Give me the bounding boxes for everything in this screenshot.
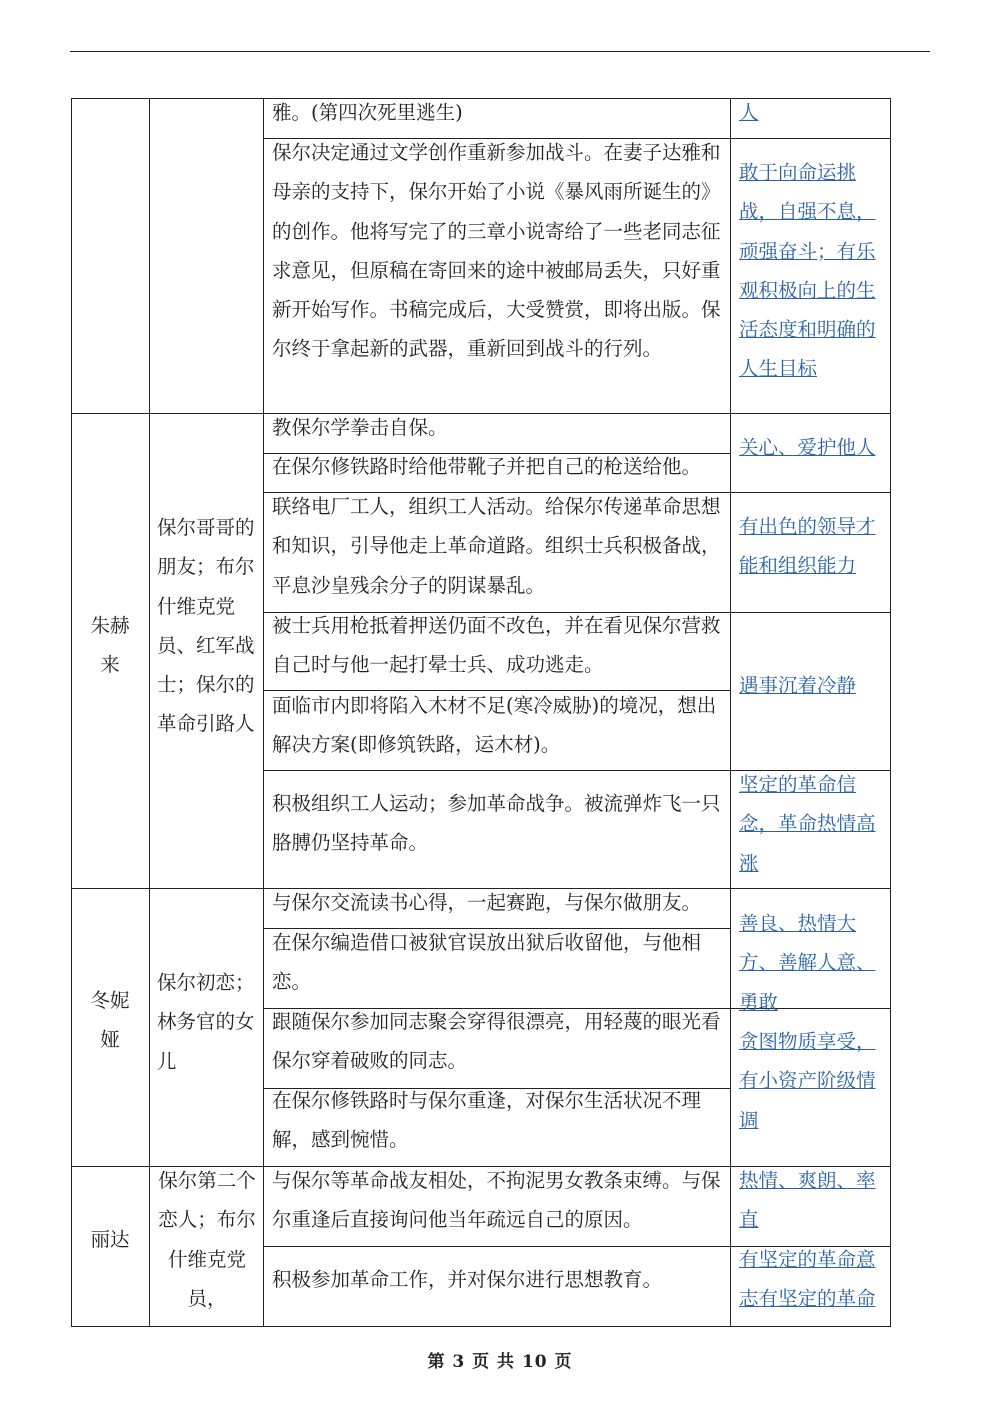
- table-border: [263, 98, 264, 1326]
- event-cell: 雅。(第四次死里逃生): [272, 101, 463, 124]
- trait-link[interactable]: 热情、爽朗、率直: [739, 1169, 876, 1232]
- character-identity: 保尔哥哥的朋友；布尔什维克党员、红军战士；保尔的革命引路人: [157, 516, 255, 736]
- event-cell: 跟随保尔参加同志聚会穿得很漂亮，用轻蔑的眼光看保尔穿着破败的同志。: [272, 1010, 721, 1073]
- page-number: 第 3 页 共 10 页: [427, 1352, 573, 1372]
- event-cell: 联络电厂工人，组织工人活动。给保尔传递革命思想和知识，引导他走上革命道路。组织士兵积极备战，平息沙皇残余分子的阴谋暴乱。: [272, 495, 721, 597]
- trait-link[interactable]: 善良、热情大方、善解人意、勇敢: [739, 912, 876, 1014]
- event-cell: 面临市内即将陷入木材不足(寒冷威胁)的境况，想出解决方案(即修筑铁路，运木材)。: [272, 694, 717, 757]
- trait-link[interactable]: 有出色的领导才能和组织能力: [739, 515, 876, 578]
- character-identity: 保尔第二个恋人；布尔什维克党员，: [158, 1169, 256, 1310]
- event-cell: 积极参加革命工作，并对保尔进行思想教育。: [272, 1268, 663, 1291]
- trait-link[interactable]: 遇事沉着冷静: [739, 674, 857, 697]
- table-border: [71, 1326, 891, 1327]
- event-cell: 被士兵用枪抵着押送仍面不改色，并在看见保尔营救自己时与他一起打晕士兵、成功逃走。: [272, 614, 721, 677]
- table-border: [890, 98, 891, 1326]
- event-cell: 与保尔等革命战友相处，不拘泥男女教条束缚。与保尔重逢后直接询问他当年疏远自己的原因。: [272, 1169, 721, 1232]
- character-name: 丽达: [90, 1228, 130, 1251]
- event-cell: 在保尔修铁路时给他带靴子并把自己的枪送给他。: [272, 455, 702, 478]
- event-cell: 教保尔学拳击自保。: [272, 416, 448, 439]
- character-identity: 保尔初恋；林务官的女儿: [157, 971, 255, 1073]
- table-border: [71, 98, 72, 1326]
- event-cell: 与保尔交流读书心得，一起赛跑，与保尔做朋友。: [272, 891, 702, 914]
- trait-link[interactable]: 人: [739, 101, 759, 124]
- trait-link[interactable]: 敢于向命运挑战，自强不息，顽强奋斗；有乐观积极向上的生活态度和明确的人生目标: [739, 161, 876, 381]
- trait-link[interactable]: 有坚定的革命意志有坚定的革命: [739, 1248, 876, 1311]
- event-cell: 在保尔修铁路时与保尔重逢，对保尔生活状况不理解，感到惋惜。: [272, 1089, 702, 1152]
- character-name: 冬妮娅: [90, 989, 130, 1052]
- table-border: [730, 98, 731, 1326]
- trait-link[interactable]: 贪图物质享受，有小资产阶级情调: [739, 1030, 876, 1132]
- header-rule: [70, 51, 930, 52]
- event-cell: 在保尔编造借口被狱官误放出狱后收留他，与他相恋。: [272, 931, 702, 994]
- event-cell: 积极组织工人运动；参加革命战争。被流弹炸飞一只胳膊仍坚持革命。: [272, 792, 721, 855]
- table-border: [149, 98, 150, 1326]
- character-name: 朱赫来: [90, 614, 130, 677]
- event-cell: 保尔决定通过文学创作重新参加战斗。在妻子达雅和母亲的支持下，保尔开始了小说《暴风雨所诞生的》的创作。他将写完了的三章小说寄给了一些老同志征求意见，但原稿在寄回来的途中被邮局丢失，只好重新开始写作。书稿完成后，大受赞赏，即将出版。保尔终于拿起新的武器，重新回到战斗的行列。: [272, 141, 721, 361]
- trait-link[interactable]: 关心、爱护他人: [739, 436, 876, 459]
- trait-link[interactable]: 坚定的革命信念，革命热情高涨: [739, 773, 876, 875]
